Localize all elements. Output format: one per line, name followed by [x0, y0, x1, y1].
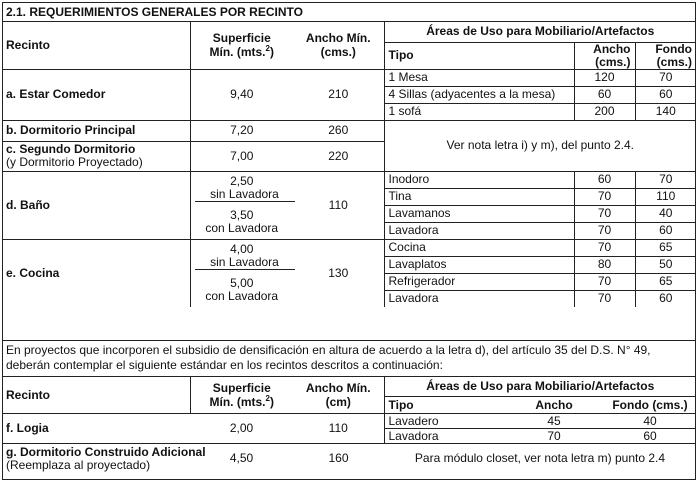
recinto-logia: f. Logia: [2, 414, 190, 444]
table-row: [2, 69, 696, 86]
item-tipo: Lavadero: [384, 414, 504, 429]
item-ancho: 70: [547, 428, 561, 443]
superficie-dormitorio-principal: 7,20: [190, 120, 293, 141]
item-tipo: Lavadora: [384, 222, 574, 239]
item-fondo: 70: [635, 171, 696, 188]
recinto-bano: d. Baño: [2, 171, 190, 239]
superficie-cocina-1-label: [190, 256, 293, 273]
superficie-bano-1-label-text: sin Lavadora: [195, 188, 295, 202]
superficie-bano-2: 3,50: [230, 208, 254, 222]
ancho-segundo-dormitorio: 220: [293, 141, 384, 171]
item-ancho: 70: [574, 188, 635, 205]
ancho-dormitorio-principal: 260: [293, 120, 384, 141]
item-tipo: Inodoro: [384, 171, 574, 188]
requirements-table: [2, 22, 696, 307]
item-tipo: 4 Sillas (adyacentes a la mesa): [384, 86, 574, 103]
ancho-estar: 210: [293, 69, 384, 120]
item-fondo: 40: [635, 205, 696, 222]
ancho-bano: 110: [293, 171, 384, 239]
item-tipo: 1 sofá: [384, 103, 574, 120]
densificacion-note: En proyectos que incorporen el subsidio de densificación en altura de acuerdo a la letra d), del artículo 35 del D.S. N° 49, deberán contemplar el siguiente estándar en los recintos descritos a continuación:: [2, 340, 696, 376]
item-fondo: 60: [635, 86, 696, 103]
header-recinto: Recinto: [2, 22, 190, 69]
header-ancho-min: [293, 22, 384, 69]
superficie-bano-1-label: [190, 188, 293, 205]
header2-ancho: Ancho: [504, 397, 604, 414]
superficie-bano-1: 2,50: [190, 171, 293, 188]
header-superficie-label: Superficie: [212, 31, 271, 46]
header2-recinto: Recinto: [2, 377, 190, 414]
item-ancho: 70: [574, 239, 635, 256]
header-superficie-unit: Mín. (mts.: [209, 45, 266, 60]
item-fondo: 60: [643, 428, 657, 443]
header2-superficie-sup: 2: [265, 394, 270, 403]
header2-superficie: [190, 377, 293, 414]
superficie-segundo-dormitorio: 7,00: [190, 141, 293, 171]
table-row: [2, 414, 696, 429]
item-ancho: 60: [574, 171, 635, 188]
superficie-logia: 2,00: [190, 414, 293, 444]
header2-superficie-unit: Mín. (mts.: [209, 395, 266, 409]
item-fondo: 140: [655, 104, 676, 118]
item-tipo: Lavaplatos: [384, 256, 574, 273]
superficie-bano-2-label: con Lavadora: [205, 221, 279, 235]
header-ancho-min-unit: (cms.): [320, 45, 356, 60]
header2-superficie-label: Superficie: [212, 381, 271, 395]
item-fondo: 110: [635, 188, 696, 205]
recinto-dormitorio-adicional-sub: (Reemplaza al proyectado): [6, 457, 151, 472]
header2-ancho-min-unit: (cm): [325, 395, 351, 409]
ancho-logia: 110: [293, 414, 384, 444]
item-ancho: 70: [574, 205, 635, 222]
item-fondo: 65: [635, 273, 696, 290]
item-ancho: 200: [574, 103, 635, 120]
header-superficie: [190, 22, 293, 69]
item-fondo: 60: [659, 223, 673, 237]
recinto-segundo-dormitorio: [2, 141, 190, 171]
nota-closet: Para módulo closet, ver nota letra m) punto 2.4: [384, 444, 696, 474]
table-row: [2, 239, 696, 256]
header-ancho-unit: (cms.): [574, 56, 635, 70]
item-fondo: 40: [604, 414, 696, 429]
item-tipo: Lavadora: [384, 290, 574, 307]
header-superficie-sup: 2: [265, 44, 270, 54]
header2-areas: Áreas de Uso para Mobiliario/Artefactos: [384, 377, 696, 397]
item-tipo: Lavadora: [384, 429, 504, 444]
superficie-estar: 9,40: [190, 69, 293, 120]
superficie-cocina-1: 4,00: [190, 239, 293, 256]
superficie-cocina-2-label: con Lavadora: [205, 289, 279, 303]
item-tipo: 1 Mesa: [384, 69, 574, 86]
superficie-cocina-1-label-text: sin Lavadora: [195, 256, 295, 270]
recinto-segundo-dormitorio-sub: (y Dormitorio Proyectado): [6, 155, 143, 169]
item-fondo: 65: [635, 239, 696, 256]
ancho-cocina: 130: [293, 239, 384, 307]
header-fondo: Fondo: [655, 41, 692, 56]
recinto-dormitorio-adicional-label: g. Dormitorio Construido Adicional: [6, 444, 206, 459]
item-tipo: Lavamanos: [384, 205, 574, 222]
header2-ancho-min-label: Ancho Mín.: [305, 381, 371, 395]
header2-fondo: Fondo (cms.): [604, 397, 696, 414]
densificacion-table: [2, 376, 696, 474]
header2-ancho-min: [293, 377, 384, 414]
item-ancho: 70: [574, 273, 635, 290]
item-fondo: 70: [635, 69, 696, 86]
item-ancho: 60: [574, 86, 635, 103]
table-row: [2, 120, 696, 141]
superficie-cocina-2: 5,00: [230, 276, 254, 290]
item-fondo: 60: [659, 291, 673, 306]
recinto-cocina: e. Cocina: [2, 239, 190, 307]
header-fondo-unit: (cms.): [656, 54, 692, 69]
table-row: [2, 171, 696, 188]
ancho-dormitorio-adicional: 160: [293, 444, 384, 474]
item-ancho: 70: [574, 222, 635, 239]
item-tipo: Cocina: [384, 239, 574, 256]
table-row: [2, 444, 696, 474]
header-ancho: Ancho: [574, 42, 635, 56]
nota-dormitorios: Ver nota letra i) y m), del punto 2.4.: [384, 120, 696, 171]
header-superficie-close: ): [269, 45, 274, 60]
item-tipo: Tina: [384, 188, 574, 205]
recinto-segundo-dormitorio-label: c. Segundo Dormitorio: [6, 142, 136, 156]
recinto-dormitorio-adicional: [2, 444, 206, 474]
header-areas: Áreas de Uso para Mobiliario/Artefactos: [384, 22, 696, 42]
item-fondo: 50: [635, 256, 696, 273]
item-ancho: 45: [504, 414, 604, 429]
superficie-dormitorio-adicional: 4,50: [190, 444, 293, 474]
item-ancho: 80: [574, 256, 635, 273]
item-ancho: 70: [574, 290, 635, 307]
section-title: 2.1. REQUERIMIENTOS GENERALES POR RECINTO: [2, 2, 696, 22]
recinto-dormitorio-principal: b. Dormitorio Principal: [2, 120, 190, 141]
item-ancho: 120: [574, 69, 635, 86]
header2-tipo: Tipo: [384, 397, 504, 414]
header-ancho-min-label: Ancho Mín.: [305, 31, 371, 46]
header-tipo: Tipo: [384, 42, 574, 69]
item-tipo: Refrigerador: [384, 273, 574, 290]
header2-superficie-close: ): [269, 395, 274, 409]
recinto-estar: a. Estar Comedor: [2, 69, 190, 120]
